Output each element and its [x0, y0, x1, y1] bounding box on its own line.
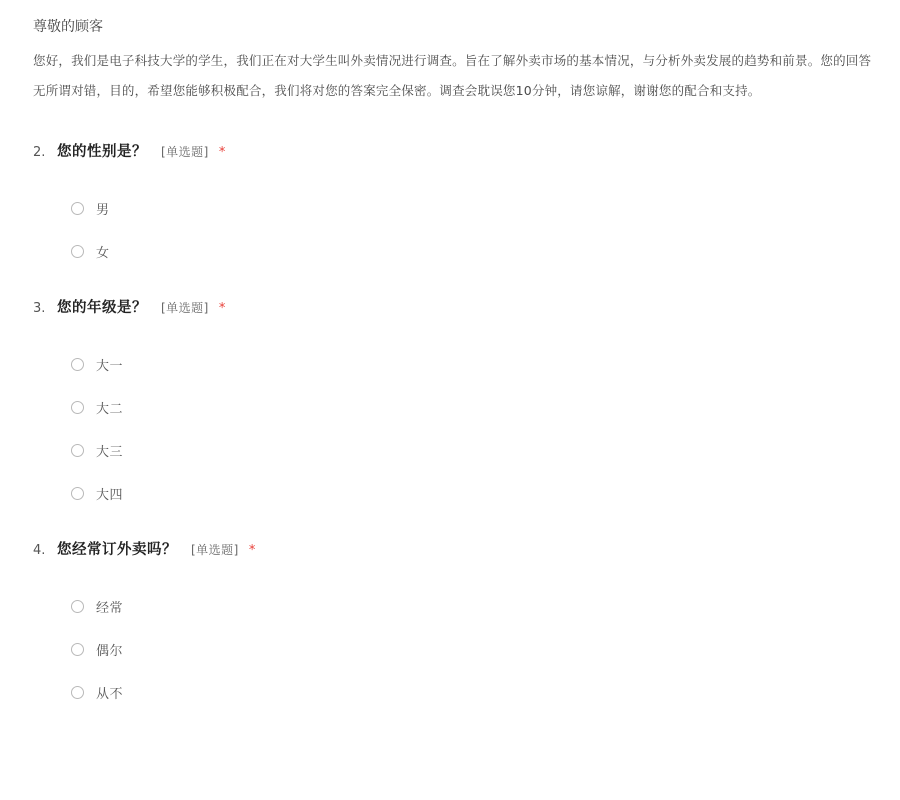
question-4-header [33, 538, 880, 559]
question-4-option-never[interactable] [33, 681, 880, 703]
radio-icon[interactable] [71, 600, 84, 613]
question-3-index: 3. [33, 301, 46, 317]
survey-intro-text: 您好，我们是电子科技大学的学生，我们正在对大学生叫外卖情况进行调查。旨在了解外卖市场的基本情况，与分析外卖发展的趋势和前景。您的回答无所谓对错，目的，希望您能够积极配合，我们将对您的答案完全保密。调查会耽误您10分钟，请您谅解，谢谢您的配合和支持。 [33, 53, 872, 99]
radio-icon[interactable] [71, 686, 84, 699]
question-3-header [33, 296, 880, 317]
question-2-required-marker: * [218, 145, 226, 161]
option-label: 大二 [96, 401, 124, 417]
question-3-options [33, 353, 880, 504]
option-label: 大一 [96, 358, 124, 374]
question-2-option-female[interactable] [33, 240, 880, 262]
radio-icon[interactable] [71, 202, 84, 215]
question-2-title: 您的性别是？ [57, 144, 147, 161]
question-2-type: [单选题] [161, 145, 209, 160]
question-2-option-male[interactable] [33, 197, 880, 219]
radio-icon[interactable] [71, 358, 84, 371]
question-3-option-freshman[interactable] [33, 353, 880, 375]
question-4-title: 您经常订外卖吗？ [57, 542, 177, 559]
question-3-type: [单选题] [161, 301, 209, 316]
question-2-options [33, 197, 880, 262]
question-3-title: 您的年级是？ [57, 300, 147, 317]
radio-icon[interactable] [71, 245, 84, 258]
question-3-option-sophomore[interactable] [33, 396, 880, 418]
radio-icon[interactable] [71, 643, 84, 656]
radio-icon[interactable] [71, 487, 84, 500]
option-label: 从不 [96, 686, 124, 702]
question-4-option-sometimes[interactable] [33, 638, 880, 660]
survey-intro-title: 尊敬的顾客 [33, 19, 103, 35]
question-3-required-marker: * [218, 301, 226, 317]
question-2-index: 2. [33, 145, 46, 161]
question-2 [0, 140, 900, 262]
option-label: 大三 [96, 444, 124, 460]
question-2-header [33, 140, 880, 161]
question-4-required-marker: * [248, 543, 256, 559]
option-label: 女 [96, 245, 110, 261]
question-4 [0, 538, 900, 703]
question-3 [0, 296, 900, 504]
question-3-option-senior[interactable] [33, 482, 880, 504]
option-label: 经常 [96, 600, 124, 616]
question-3-option-junior[interactable] [33, 439, 880, 461]
radio-icon[interactable] [71, 444, 84, 457]
option-label: 偶尔 [96, 643, 124, 659]
question-4-option-often[interactable] [33, 595, 880, 617]
radio-icon[interactable] [71, 401, 84, 414]
option-label: 男 [96, 202, 110, 218]
survey-intro-body [0, 38, 900, 106]
question-4-type: [单选题] [191, 543, 239, 558]
question-4-options [33, 595, 880, 703]
option-label: 大四 [96, 487, 124, 503]
question-4-index: 4. [33, 543, 46, 559]
